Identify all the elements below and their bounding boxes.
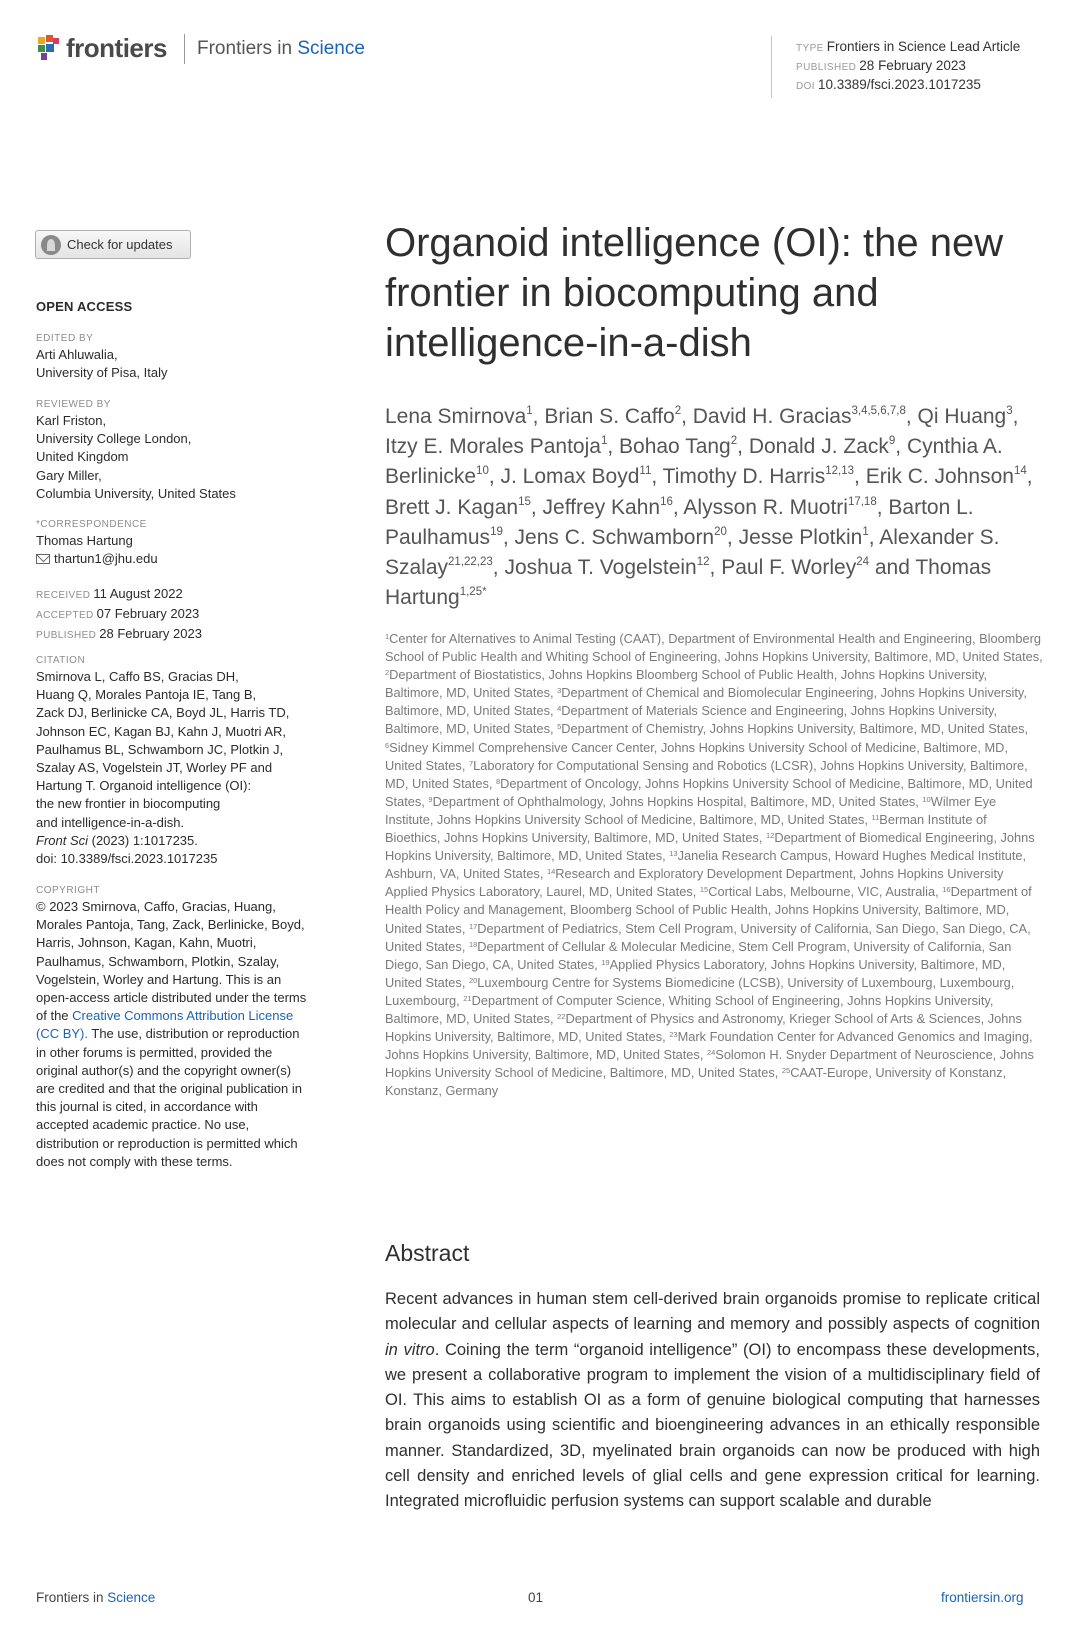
affiliation-number: 19: [601, 957, 610, 967]
author-name[interactable]: David H. Gracias: [692, 405, 852, 428]
reviewed-by-line: University College London,: [36, 431, 192, 447]
open-access-label: OPEN ACCESS: [36, 299, 133, 314]
check-updates-label: Check for updates: [67, 237, 173, 252]
copyright-label: COPYRIGHT: [36, 885, 100, 896]
author-affiliation-marker: 2: [674, 405, 682, 417]
author-name[interactable]: Donald J. Zack: [748, 435, 889, 459]
accepted-row: [36, 605, 321, 625]
citation-journal: Front Sci: [36, 832, 89, 848]
affiliation-number: 3: [557, 686, 562, 696]
published-date: [796, 58, 966, 73]
affiliation-number: 6: [385, 740, 390, 750]
author-affiliation-marker: 21,22,23: [448, 556, 493, 569]
affiliation-number: 7: [468, 758, 474, 768]
citation-line: Johnson EC, Kagan BJ, Kahn J, Muotri AR,: [36, 723, 287, 739]
affiliation-text: Mark Foundation Center for Advanced Genomics and Imaging, Johns Hopkins University, Baltimore, MD, United States,: [385, 1029, 1033, 1063]
reviewed-by-line: United Kingdom: [36, 449, 129, 465]
author-affiliation-marker: 20: [714, 525, 727, 538]
affiliation-text: CAAT-Europe, University of Konstanz, Konstanz, Germany: [385, 1065, 1007, 1099]
author-affiliation-marker: 1: [526, 405, 533, 417]
affiliation-text: Department of Materials Science and Engineering, Johns Hopkins University, Baltimore, MD, United States,: [385, 703, 998, 737]
frontiers-logo-icon: [36, 35, 60, 61]
author-name[interactable]: Brett J. Kagan: [385, 495, 519, 519]
frontiers-logo[interactable]: [36, 32, 167, 64]
check-updates-button[interactable]: [35, 230, 191, 259]
author-name[interactable]: Brian S. Caffo: [544, 405, 675, 428]
author-separator: ,: [905, 405, 918, 428]
affiliation-number: 14: [546, 867, 556, 877]
affiliation-text: Department of Biostatistics, Johns Hopkins Bloomberg School of Public Health, Johns Hopkins University, Baltimore, MD, United States,: [385, 667, 988, 701]
author-affiliation-marker: 17,18: [847, 495, 877, 508]
affiliation-number: 15: [699, 885, 709, 895]
author-affiliation-marker: 1: [600, 435, 608, 448]
reviewed-by-line: Columbia University, United States: [36, 485, 236, 501]
abstract-italic: in vitro: [385, 1340, 435, 1359]
author-separator: and: [869, 556, 916, 580]
accepted-value: 07 February 2023: [96, 606, 200, 622]
affiliation-text: Laboratory for Computational Sensing and Robotics (LCSR), Johns Hopkins University, Baltimore, MD, United States,: [385, 757, 1028, 791]
author-name[interactable]: Alexander S. Szalay: [385, 525, 1000, 580]
footer-journal-suffix: Science: [107, 1590, 156, 1605]
author-separator: ,: [876, 495, 889, 519]
author-name[interactable]: Barton L. Paulhamus: [385, 495, 974, 549]
author-affiliation-marker: 14: [1013, 465, 1027, 478]
affiliation-text: Wilmer Eye Institute, Johns Hopkins University School of Medicine, Baltimore, MD, United States,: [385, 793, 997, 827]
author-separator: ,: [530, 495, 543, 519]
copyright-section: [36, 884, 308, 1171]
affiliation-text: Solomon H. Snyder Department of Neuroscience, Johns Hopkins University School of Medicine, Baltimore, MD, United States,: [385, 1047, 1034, 1081]
affiliation-text: Department of Oncology, Johns Hopkins University School of Medicine, Baltimore, MD, United States,: [385, 775, 1033, 809]
received-row: [36, 585, 321, 605]
published-value: 28 February 2023: [859, 58, 966, 73]
author-name[interactable]: Itzy E. Morales Pantoja: [385, 435, 601, 459]
affiliation-number: 5: [557, 722, 562, 732]
affiliation-text: Berman Institute of Bioethics, Johns Hopkins University, Baltimore, MD, United States,: [385, 811, 987, 846]
copyright-post: The use, distribution or reproduction in other forums is permitted, provided the original author(s) and the copyright owner(s) are credited and that the original publication in this journal is cited, in accordance with accepted academic practice. No use, distribution or reproduction is permitted which does not comply with these terms.: [36, 1026, 302, 1169]
author-name[interactable]: Thomas Hartung: [385, 556, 992, 610]
meta-divider: [771, 36, 772, 98]
author-affiliation-marker: 3: [1006, 405, 1013, 417]
doi-value: 10.3389/fsci.2023.1017235: [817, 77, 981, 92]
reviewed-by-section: [36, 398, 321, 503]
author-separator: ,: [502, 525, 515, 549]
author-affiliation-marker: 1,25*: [459, 586, 487, 599]
affiliation-number: 18: [468, 939, 478, 949]
author-separator: ,: [651, 465, 663, 489]
author-separator: ,: [681, 405, 693, 428]
logo-wordmark: frontiers: [66, 32, 167, 63]
affiliation-number: 8: [495, 776, 501, 786]
type-value: Frontiers in Science Lead Article: [826, 39, 1021, 54]
affiliation-text: Department of Pediatrics, Stem Cell Program, University of California, San Diego, San Diego, CA, United States,: [385, 920, 1031, 954]
license-link[interactable]: Creative Commons Attribution License (CC BY).: [36, 1008, 294, 1042]
citation-journal-line: [36, 832, 321, 850]
edited-by-label: EDITED BY: [36, 333, 94, 344]
reviewed-by-label: REVIEWED BY: [36, 399, 111, 410]
author-name[interactable]: Qi Huang: [917, 405, 1007, 428]
header-divider: [184, 34, 185, 64]
sidebar-published-value: 28 February 2023: [99, 626, 202, 642]
author-separator: ,: [1026, 465, 1033, 489]
citation-line: and intelligence-in-a-dish.: [36, 814, 185, 830]
reviewed-by-line: Karl Friston,: [36, 413, 107, 428]
author-separator: ,: [607, 435, 620, 459]
author-separator: ,: [492, 556, 505, 580]
author-separator: ,: [895, 435, 907, 459]
article-title: Organoid intelligence (OI): the new frontier in biocomputing and intelligence-in-a-dish: [385, 221, 1004, 365]
affiliation-text: Cortical Labs, Melbourne, VIC, Australia,: [708, 884, 943, 900]
affiliation-text: Department of Ophthalmology, Johns Hopkins Hospital, Baltimore, MD, United States,: [432, 793, 923, 809]
received-value: 11 August 2022: [93, 586, 183, 601]
affiliation-number: 22: [557, 1011, 566, 1021]
author-separator: ,: [1012, 405, 1019, 428]
author-name[interactable]: Bohao Tang: [619, 435, 731, 459]
affiliation-text: Department of Health Policy and Management, Bloomberg School of Public Health, Johns Hopkins University, Baltimore, MD, United States,: [385, 884, 1032, 936]
affiliation-number: 23: [669, 1030, 678, 1040]
copyright-text: [36, 898, 308, 1171]
citation-line: Szalay AS, Vogelstein JT, Worley PF and: [36, 760, 273, 776]
edited-by-line: Arti Ahluwalia,: [36, 347, 118, 362]
author-separator: ,: [709, 556, 722, 580]
author-list: [385, 402, 1050, 613]
journal-suffix: Science: [297, 38, 365, 59]
journal-prefix: Frontiers in: [197, 38, 298, 59]
author-affiliation-marker: 1: [862, 525, 869, 538]
affiliation-text: Center for Alternatives to Animal Testing (CAAT), Department of Environmental Health and Engineering, Bloomberg School of Public Health and Whiting School of Engineering, Johns Hopkins University, Baltimore, MD, United States,: [385, 631, 1043, 665]
correspondence-email-row[interactable]: [36, 550, 321, 568]
author-affiliation-marker: 11: [639, 465, 652, 478]
affiliation-text: Sidney Kimmel Comprehensive Cancer Center, Johns Hopkins University School of Medicine, Baltimore, MD, United States,: [385, 739, 1008, 773]
abstract-heading: Abstract: [385, 1240, 470, 1266]
affiliation-number: 25: [781, 1066, 791, 1076]
edited-by-section: [36, 332, 321, 382]
footer-journal[interactable]: [36, 1590, 155, 1605]
citation-line: Zack DJ, Berlinicke CA, Boyd JL, Harris TD,: [36, 705, 290, 721]
check-updates-icon: [41, 235, 61, 255]
correspondence-name: Thomas Hartung: [36, 533, 133, 548]
sidebar-published-label: PUBLISHED: [36, 630, 97, 642]
journal-name[interactable]: [197, 38, 365, 60]
affiliation-number: 21: [463, 993, 472, 1003]
correspondence-label: *CORRESPONDENCE: [36, 519, 147, 530]
author-affiliation-marker: 12: [696, 556, 710, 569]
footer-site-link[interactable]: frontiersin.org: [941, 1590, 1024, 1605]
dates-section: [36, 585, 321, 646]
citation-line: Huang Q, Morales Pantoja IE, Tang B,: [36, 687, 257, 703]
abstract-body: [385, 1287, 1040, 1515]
author-name[interactable]: Alysson R. Muotri: [683, 495, 848, 519]
affiliation-number: 17: [468, 921, 478, 931]
affiliation-number: 9: [428, 794, 433, 804]
affiliation-list: [385, 630, 1045, 1100]
citation-label: CITATION: [36, 655, 86, 666]
affiliation-text: Applied Physics Laboratory, Johns Hopkins University, Baltimore, MD, United States,: [385, 956, 1006, 990]
affiliation-number: 12: [765, 831, 775, 841]
author-affiliation-marker: 3,4,5,6,7,8: [851, 405, 906, 417]
author-separator: ,: [854, 465, 866, 489]
author-name[interactable]: Erik C. Johnson: [865, 465, 1014, 489]
author-name[interactable]: Jesse Plotkin: [738, 525, 863, 549]
author-separator: ,: [868, 525, 880, 549]
author-affiliation-marker: 15: [518, 495, 531, 508]
affiliation-text: Department of Computer Science, Whiting School of Engineering, Johns Hopkins University, Baltimore, MD, United States,: [385, 992, 994, 1026]
author-affiliation-marker: 10: [476, 465, 489, 478]
author-name[interactable]: Jens C. Schwamborn: [514, 525, 715, 549]
affiliation-number: 24: [706, 1048, 716, 1058]
affiliation-number: 11: [871, 812, 880, 822]
published-row: [36, 625, 321, 645]
affiliation-text: Luxembourg Centre for Systems Biomedicine (LCSB), University of Luxembourg, Luxembourg, Luxembourg,: [385, 974, 1015, 1008]
abstract-text-1: Recent advances in human stem cell-derived brain organoids promise to replicate critical molecular and cellular aspects of learning and memory and possibly aspects of cognition: [385, 1290, 1040, 1334]
author-affiliation-marker: 19: [490, 525, 503, 538]
affiliation-number: 4: [557, 704, 562, 714]
affiliation-text: Janelia Research Campus, Howard Hughes Medical Institute, Ashburn, VA, United States,: [385, 848, 1027, 882]
citation-doi: doi: 10.3389/fsci.2023.1017235: [36, 851, 218, 867]
affiliation-number: 20: [468, 975, 478, 985]
author-separator: ,: [672, 495, 684, 519]
author-affiliation-marker: 12,13: [825, 465, 855, 478]
affiliation-number: 16: [942, 885, 951, 895]
author-affiliation-marker: 2: [730, 435, 738, 448]
author-separator: ,: [737, 435, 749, 459]
affiliation-text: Research and Exploratory Development Department, Johns Hopkins University Applied Physics Laboratory, Laurel, MD, United States,: [385, 866, 1004, 900]
affiliation-number: 1: [385, 632, 390, 641]
citation-line: the new frontier in biocomputing: [36, 796, 221, 812]
author-affiliation-marker: 9: [888, 435, 896, 448]
correspondence-email: thartun1@jhu.edu: [54, 551, 158, 567]
author-separator: ,: [532, 405, 545, 428]
affiliation-text: Department of Chemistry, Johns Hopkins University, Baltimore, MD, United States,: [561, 721, 1029, 737]
citation-volume: (2023) 1:1017235.: [88, 832, 198, 848]
affiliation-number: 13: [669, 849, 678, 859]
author-name[interactable]: Paul F. Worley: [721, 556, 857, 580]
type-label: TYPE: [796, 43, 824, 54]
author-separator: ,: [726, 525, 739, 549]
edited-by-line: University of Pisa, Italy: [36, 365, 168, 381]
author-name[interactable]: Cynthia A. Berlinicke: [385, 435, 1003, 489]
citation-line: Hartung T. Organoid intelligence (OI):: [36, 778, 252, 794]
doi[interactable]: [796, 77, 981, 92]
citation-section: [36, 654, 321, 868]
citation-line: Smirnova L, Caffo BS, Gracias DH,: [36, 669, 239, 684]
affiliation-number: 2: [385, 668, 390, 678]
reviewed-by-line: Gary Miller,: [36, 467, 102, 483]
author-name[interactable]: J. Lomax Boyd: [500, 465, 640, 489]
page-number: 01: [528, 1590, 544, 1605]
correspondence-section: [36, 518, 321, 568]
affiliation-text: Department of Physics and Astronomy, Krieger School of Arts & Sciences, Johns Hopkins University, Baltimore, MD, United States,: [385, 1010, 1022, 1045]
affiliation-text: Department of Chemical and Biomolecular Engineering, Johns Hopkins University, Baltimore, MD, United States,: [385, 685, 1027, 719]
author-name[interactable]: Timothy D. Harris: [662, 465, 826, 489]
author-affiliation-marker: 24: [856, 556, 869, 569]
author-affiliation-marker: 16: [660, 495, 673, 508]
affiliation-text: Department of Cellular & Molecular Medicine, Stem Cell Program, University of California, San Diego, San Diego, CA, United States,: [385, 938, 1012, 972]
accepted-label: ACCEPTED: [36, 610, 94, 622]
doi-label: DOI: [796, 81, 815, 92]
footer-journal-prefix: Frontiers in: [36, 1590, 108, 1605]
published-label: PUBLISHED: [796, 62, 857, 73]
citation-line: Paulhamus BL, Schwamborn JC, Plotkin J,: [36, 741, 284, 757]
received-label: RECEIVED: [36, 590, 91, 601]
author-name[interactable]: Jeffrey Kahn: [542, 495, 661, 519]
author-name[interactable]: Joshua T. Vogelstein: [504, 556, 697, 580]
abstract-text-2: . Coining the term “organoid intelligence” (OI) to encompass these developments, we present a collaborative program to implement the vision of a multidisciplinary field of OI. This aims to establish OI as a form of genuine biological computing that harnesses brain organoids using scientific and bioengineering advances in an ethically responsible manner. Standardized, 3D, myelinated brain organoids can now be produced with high cell density and enriched levels of glial cells and gene expression critical for learning. Integrated microfluidic perfusion systems can support scalable and durable: [385, 1340, 1040, 1511]
envelope-icon: [36, 554, 50, 564]
affiliation-number: 10: [922, 794, 931, 804]
author-separator: ,: [488, 465, 501, 489]
author-name[interactable]: Lena Smirnova: [385, 405, 527, 428]
affiliation-text: Department of Biomedical Engineering, Johns Hopkins University, Baltimore, MD, United States,: [385, 830, 1035, 864]
copyright-pre: © 2023 Smirnova, Caffo, Gracias, Huang, Morales Pantoja, Tang, Zack, Berlinicke, Boyd, Harris, Johnson, Kagan, Kahn, Muotri, Paulhamus, Schwamborn, Plotkin, Szalay, Vogelstein, Worley and Hartung. This is an open-access article distributed under the terms of the: [36, 899, 307, 1024]
article-type: [796, 39, 1020, 54]
